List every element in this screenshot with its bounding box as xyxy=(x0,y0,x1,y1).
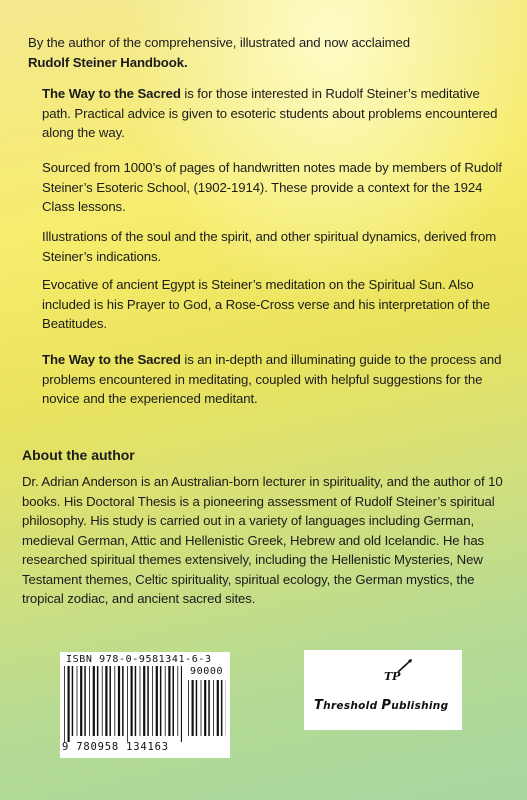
handbook-title: Rudolf Steiner Handbook. xyxy=(28,54,188,70)
paragraph-text: Evocative of ancient Egypt is Steiner’s meditation on the Spiritual Sun. Also included is his Prayer to God, a Rose-Cross verse and his interpretation of the Beatitudes. xyxy=(42,277,491,331)
description-paragraph-3 xyxy=(42,227,507,266)
publisher-logo xyxy=(304,650,462,730)
about-author-paragraph xyxy=(22,472,512,609)
about-heading: About the author xyxy=(22,447,135,463)
isbn-number: 9 780958 134163 xyxy=(62,741,169,753)
paragraph-text: is an in-depth and illuminating guide to the process and problems encountered in meditating, coupled with helpful suggestions for the novice and the experienced meditant. xyxy=(42,352,502,406)
book-title-bold: The Way to the Sacred xyxy=(42,86,181,101)
barcode-bars-main xyxy=(64,666,182,742)
paragraph-text: Sourced from 1000’s of pages of handwritten notes made by members of Rudolf Steiner’s Esoteric School, (1902-1914). These provide a context for the 1924 Class lessons. xyxy=(42,160,502,214)
description-paragraph-2 xyxy=(42,158,507,217)
isbn-label: ISBN 978-0-9581341-6-3 xyxy=(66,654,212,665)
barcode-bars-addon xyxy=(188,680,226,742)
logo-monogram: TP xyxy=(384,670,401,683)
publisher-name: Threshold Publishing xyxy=(314,698,449,713)
description-paragraph-4 xyxy=(42,275,507,334)
isbn-barcode xyxy=(60,652,230,758)
isbn-addon-number: 90000 xyxy=(190,666,224,677)
description-paragraph-1 xyxy=(42,84,507,143)
book-title-bold: The Way to the Sacred xyxy=(42,352,181,367)
paragraph-text: Illustrations of the soul and the spirit, and other spiritual dynamics, derived from Steiner’s indications. xyxy=(42,229,497,264)
intro-paragraph xyxy=(28,33,508,72)
about-text: Dr. Adrian Anderson is an Australian-born lecturer in spirituality, and the author of 10 books. His Doctoral Thesis is a pioneering assessment of Rudolf Steiner’s spiritual philosophy. His study is carried out in a variety of languages including German, medieval German, Attic and Hellenistic Greek, Hebrew and old Icelandic. He has researched spiritual themes extensively, including the Hellenistic Mysteries, New Testament themes, Celtic spirituality, spiritual ecology, the German mystics, the tropical zodiac, and ancient sacred sites. xyxy=(22,474,503,606)
paragraph-text: is for those interested in Rudolf Steiner’s meditative path. Practical advice is given to esoteric students about problems encountered along the way. xyxy=(42,86,498,140)
intro-line: By the author of the comprehensive, illustrated and now acclaimed xyxy=(28,35,411,50)
description-paragraph-5 xyxy=(42,350,507,409)
